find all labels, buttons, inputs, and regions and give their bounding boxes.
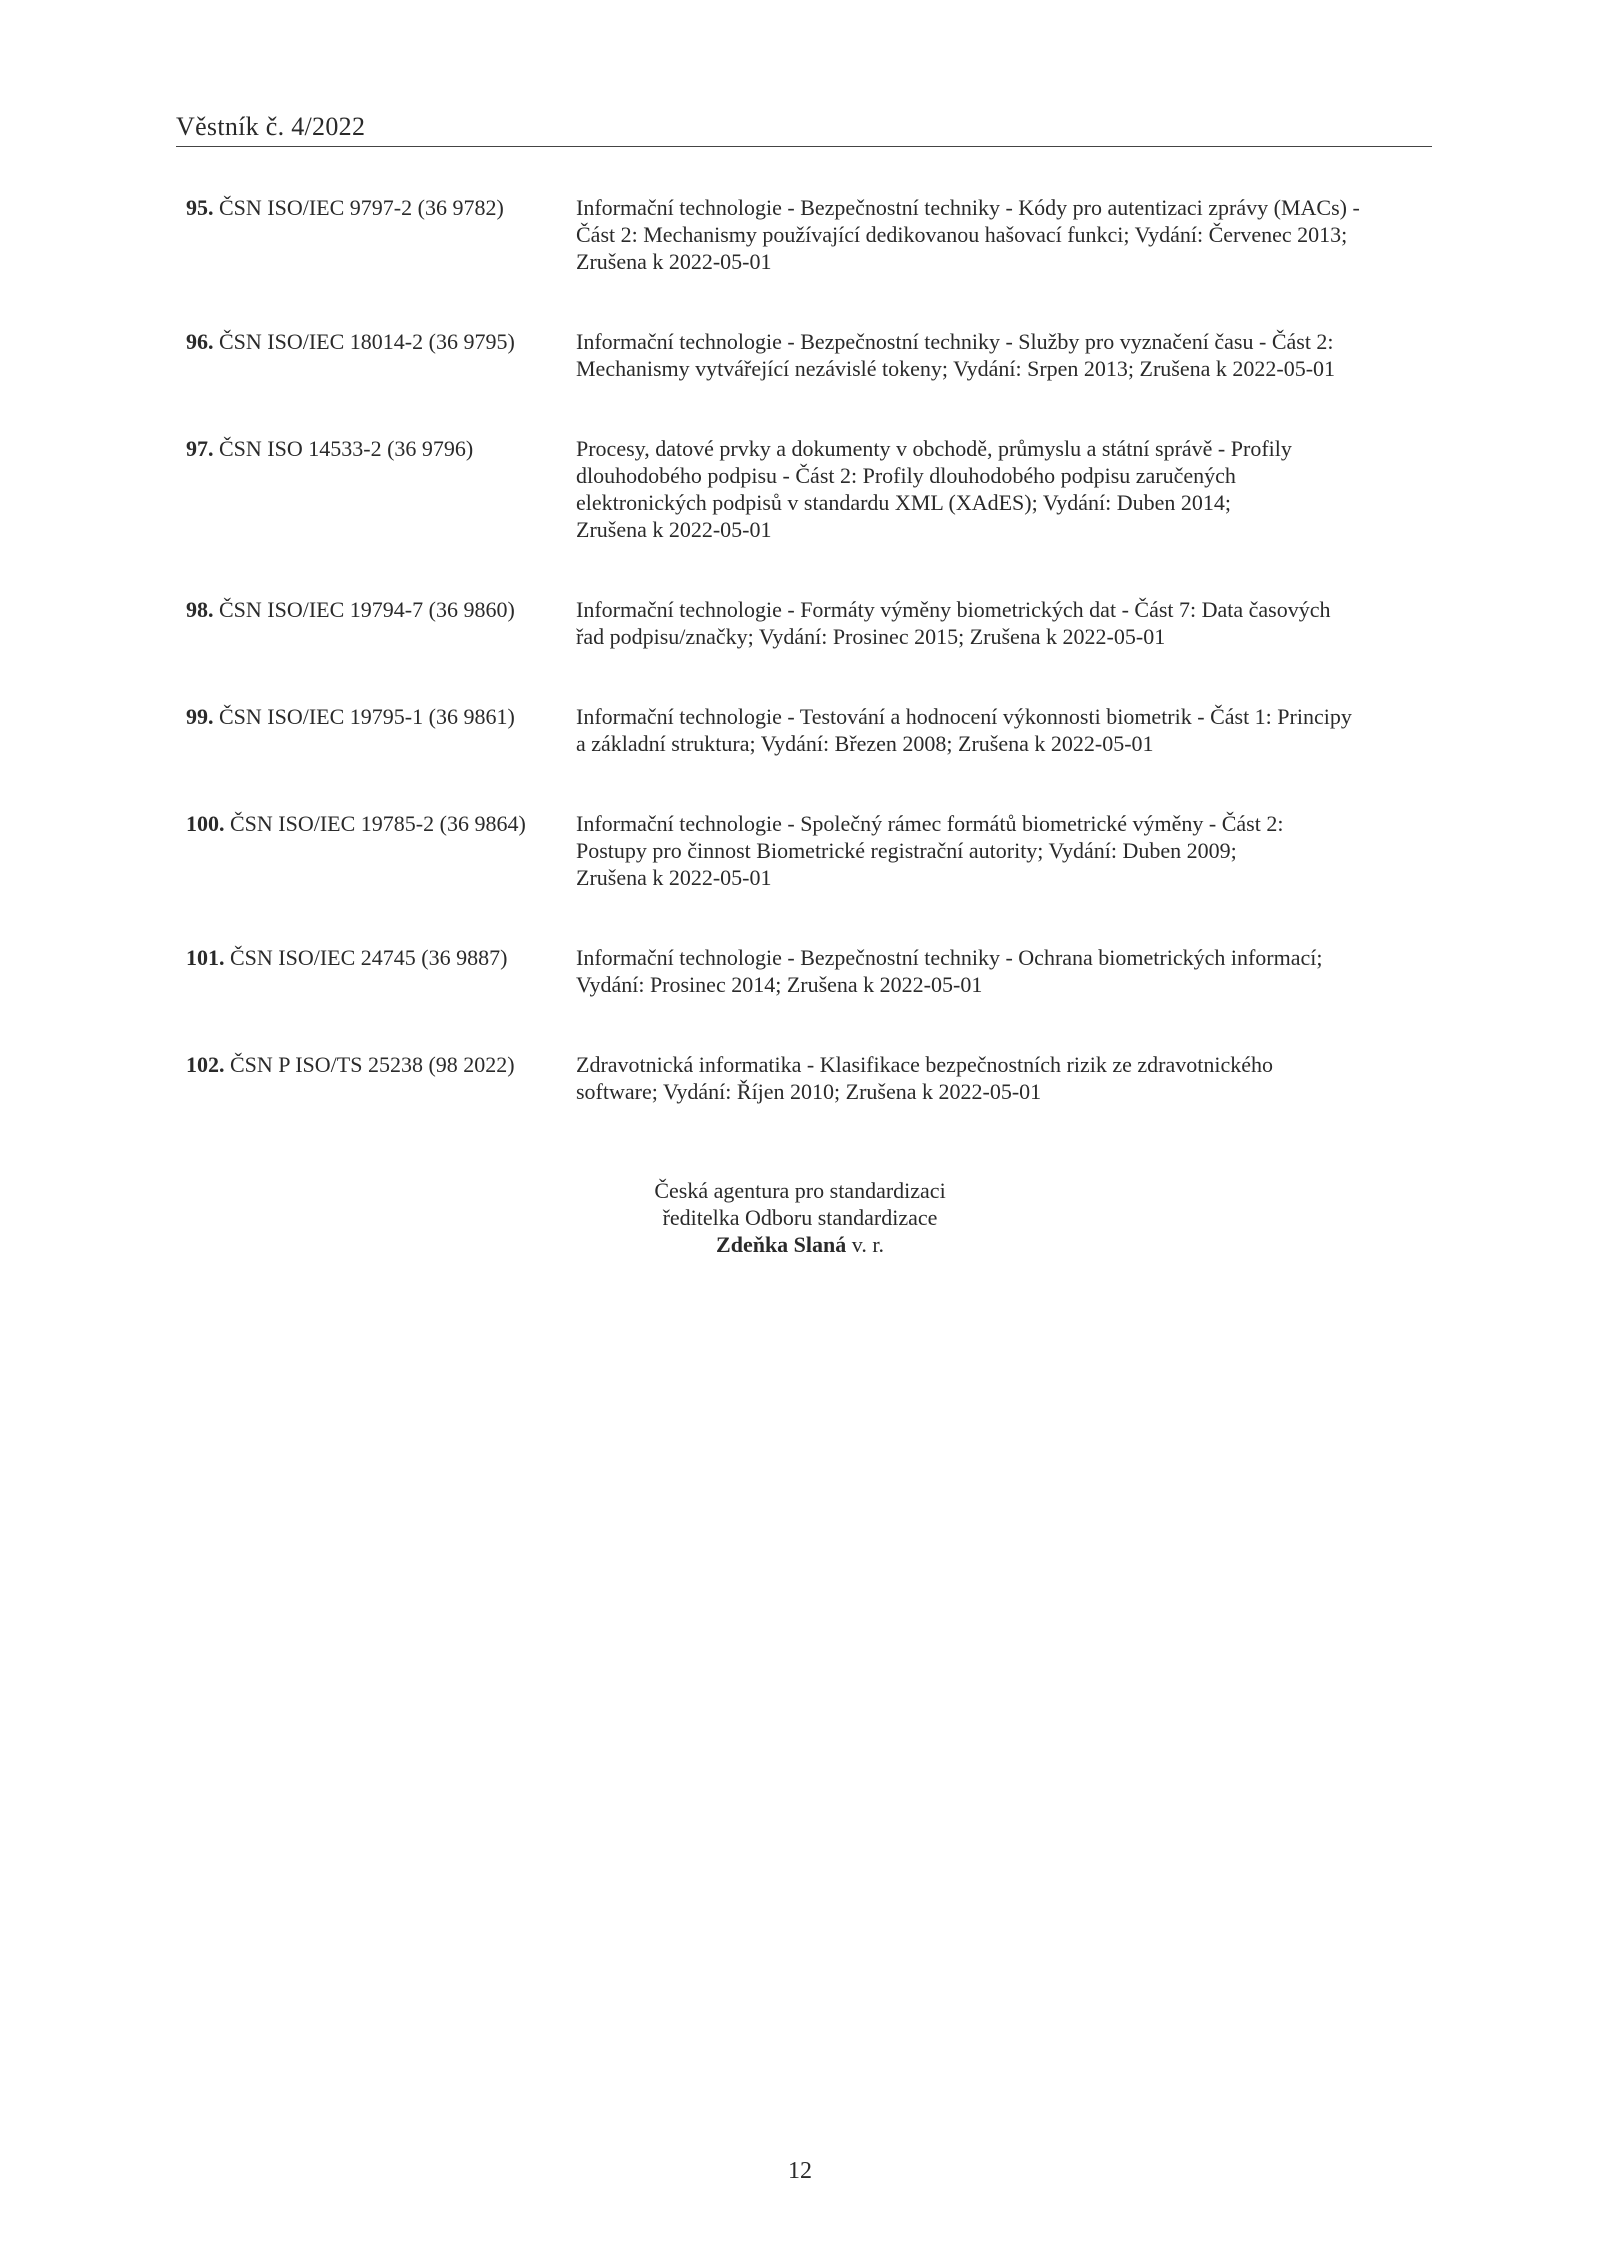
entry-number: 97. <box>186 436 214 461</box>
entry-number: 96. <box>186 329 214 354</box>
standard-id <box>186 944 576 971</box>
standard-id <box>186 810 576 837</box>
signature-role: ředitelka Odboru standardizace <box>662 1205 938 1230</box>
standard-description: Informační technologie - Testování a hodnocení výkonnosti biometrik - Část 1: Principy a základní struktura; Vydání: Březen 2008; Zrušena k 2022-05-01 <box>576 704 1352 756</box>
signature-name: Zdeňka Slaná <box>716 1232 847 1257</box>
standard-code: ČSN P ISO/TS 25238 (98 2022) <box>230 1052 515 1077</box>
standard-id <box>186 194 576 221</box>
standard-id <box>186 703 576 730</box>
standard-id <box>186 596 576 623</box>
standards-list <box>186 194 1436 1158</box>
page-header <box>176 110 1432 147</box>
standard-description: Zdravotnická informatika - Klasifikace bezpečnostních rizik ze zdravotnického software; Vydání: Říjen 2010; Zrušena k 2022-05-01 <box>576 1052 1273 1104</box>
standard-description: Informační technologie - Bezpečnostní techniky - Kódy pro autentizaci zprávy (MACs) - Část 2: Mechanismy používající dedikovanou hašovací funkci; Vydání: Červenec 2013; Zrušena k 2022-05-01 <box>576 195 1360 274</box>
standard-code: ČSN ISO/IEC 19785-2 (36 9864) <box>230 811 526 836</box>
standard-code: ČSN ISO 14533-2 (36 9796) <box>219 436 474 461</box>
standard-code: ČSN ISO/IEC 19795-1 (36 9861) <box>219 704 515 729</box>
list-item <box>186 703 1436 757</box>
standard-description: Procesy, datové prvky a dokumenty v obchodě, průmyslu a státní správě - Profily dlouhodobého podpisu - Část 2: Profily dlouhodobého podpisu zaručených elektronických podpisů v standardu XML (XAdES); Vydání: Duben 2014; Zrušena k 2022-05-01 <box>576 436 1292 542</box>
standard-description: Informační technologie - Bezpečnostní techniky - Služby pro vyznačení času - Část 2: Mechanismy vytvářející nezávislé tokeny; Vydání: Srpen 2013; Zrušena k 2022-05-01 <box>576 329 1336 381</box>
standard-description: Informační technologie - Bezpečnostní techniky - Ochrana biometrických informací; Vydání: Prosinec 2014; Zrušena k 2022-05-01 <box>576 945 1323 997</box>
list-item <box>186 435 1436 543</box>
standard-code: ČSN ISO/IEC 18014-2 (36 9795) <box>219 329 515 354</box>
entry-number: 98. <box>186 597 214 622</box>
entry-number: 95. <box>186 195 214 220</box>
signature-person <box>500 1231 1100 1258</box>
signature-block <box>500 1177 1100 1258</box>
entry-number: 101. <box>186 945 225 970</box>
standard-id <box>186 1051 576 1078</box>
list-item <box>186 944 1436 998</box>
standard-description: Informační technologie - Formáty výměny biometrických dat - Část 7: Data časových řad podpisu/značky; Vydání: Prosinec 2015; Zrušena k 2022-05-01 <box>576 597 1331 649</box>
standard-id <box>186 328 576 355</box>
entry-number: 100. <box>186 811 225 836</box>
entry-number: 102. <box>186 1052 225 1077</box>
list-item <box>186 810 1436 891</box>
list-item <box>186 328 1436 382</box>
signature-organization: Česká agentura pro standardizaci <box>654 1178 946 1203</box>
entry-number: 99. <box>186 704 214 729</box>
standard-id <box>186 435 576 462</box>
list-item <box>186 194 1436 275</box>
page-number: 12 <box>788 2158 812 2184</box>
journal-title: Věstník č. 4/2022 <box>176 112 366 141</box>
list-item <box>186 596 1436 650</box>
list-item <box>186 1051 1436 1105</box>
signature-suffix: v. r. <box>851 1232 884 1257</box>
standard-code: ČSN ISO/IEC 9797-2 (36 9782) <box>219 195 504 220</box>
standard-code: ČSN ISO/IEC 19794-7 (36 9860) <box>219 597 515 622</box>
standard-code: ČSN ISO/IEC 24745 (36 9887) <box>230 945 508 970</box>
standard-description: Informační technologie - Společný rámec formátů biometrické výměny - Část 2: Postupy pro činnost Biometrické registrační autority; Vydání: Duben 2009; Zrušena k 2022-05-01 <box>576 811 1284 890</box>
